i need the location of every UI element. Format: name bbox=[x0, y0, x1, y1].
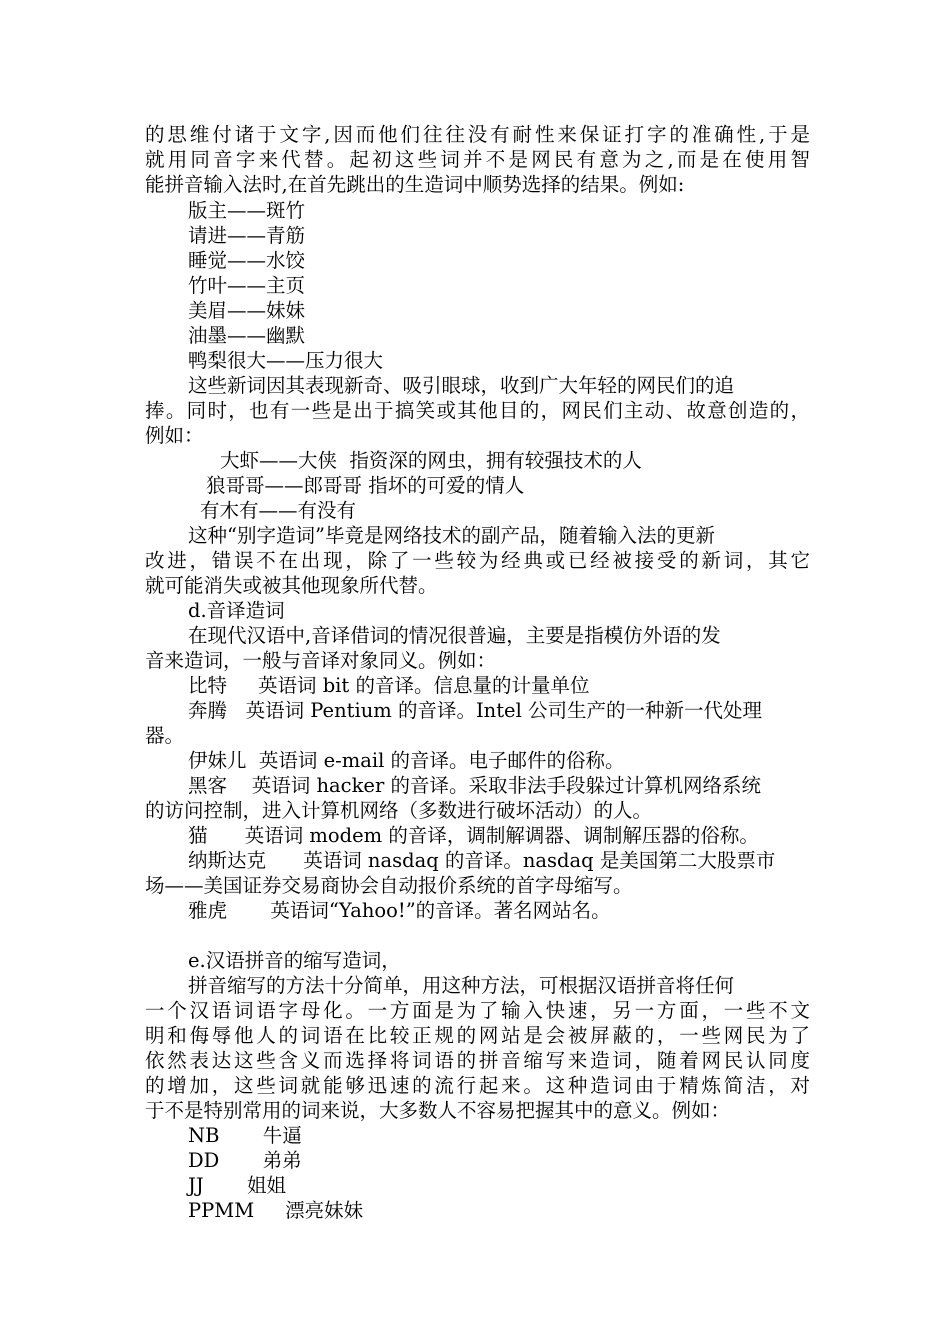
example-line: DD 弟弟 bbox=[188, 1149, 302, 1172]
paragraph-line: 依然表达这些含义而选择将词语的拼音缩写来造词，随着网民认同度 bbox=[145, 1049, 810, 1072]
paragraph-line: 在现代汉语中,音译借词的情况很普遍，主要是指模仿外语的发 bbox=[188, 624, 721, 647]
paragraph-line: 明和侮辱他人的词语在比较正规的网站是会被屏蔽的，一些网民为了 bbox=[145, 1024, 810, 1047]
paragraph-line: 就用同音字来代替。起初这些词并不是网民有意为之,而是在使用智 bbox=[145, 148, 810, 171]
example-line: PPMM 漂亮妹妹 bbox=[188, 1199, 364, 1222]
example-line: 猫 英语词 modem 的音译，调制解调器、调制解压器的俗称。 bbox=[188, 824, 759, 847]
example-line: 的访问控制，进入计算机网络（多数进行破坏活动）的人。 bbox=[145, 799, 653, 822]
section-heading: d.音译造词 bbox=[188, 599, 285, 622]
paragraph-line: 就可能消失或被其他现象所代替。 bbox=[145, 574, 438, 597]
example-line: 奔腾 英语词 Pentium 的音译。Intel 公司生产的一种新一代处理 bbox=[188, 699, 763, 722]
paragraph-line: 的思维付诸于文字,因而他们往往没有耐性来保证打字的准确性,于是 bbox=[145, 123, 810, 146]
paragraph-line: 能拼音输入法时,在首先跳出的生造词中顺势选择的结果。例如: bbox=[145, 173, 685, 196]
example-line: 黑客 英语词 hacker 的音译。采取非法手段躲过计算机网络系统 bbox=[188, 774, 761, 797]
paragraph-line: 改进，错误不在出现，除了一些较为经典或已经被接受的新词，其它 bbox=[145, 549, 810, 572]
example-line: 场——美国证券交易商协会自动报价系统的首字母缩写。 bbox=[145, 874, 633, 897]
example-line: 器。 bbox=[145, 724, 185, 747]
paragraph-line: 音来造词，一般与音译对象同义。例如： bbox=[145, 649, 497, 672]
example-line: 雅虎 英语词“Yahoo!”的音译。著名网站名。 bbox=[188, 899, 611, 922]
example-line: 油墨——幽默 bbox=[188, 324, 306, 347]
paragraph-line: 这种“别字造词”毕竟是网络技术的副产品，随着输入法的更新 bbox=[188, 524, 715, 547]
example-line: 狼哥哥——郎哥哥 指坏的可爱的情人 bbox=[206, 474, 525, 497]
example-line: 大虾——大侠 指资深的网虫，拥有较强技术的人 bbox=[220, 449, 642, 472]
example-line: 鸭梨很大——压力很大 bbox=[188, 349, 384, 372]
paragraph-line: 一个汉语词语字母化。一方面是为了输入快速，另一方面，一些不文 bbox=[145, 999, 810, 1022]
example-line: JJ 姐姐 bbox=[188, 1174, 287, 1197]
example-line: 竹叶——主页 bbox=[188, 274, 306, 297]
example-line: 美眉——妹妹 bbox=[188, 299, 306, 322]
example-line: 比特 英语词 bit 的音译。信息量的计量单位 bbox=[188, 674, 590, 697]
paragraph-line: 于不是特别常用的词来说，大多数人不容易把握其中的意义。例如： bbox=[145, 1099, 731, 1122]
example-line: 版主——斑竹 bbox=[188, 199, 306, 222]
paragraph-line: 这些新词因其表现新奇、吸引眼球，收到广大年轻的网民们的追 bbox=[188, 374, 735, 397]
example-line: 睡觉——水饺 bbox=[188, 249, 306, 272]
example-line: 有木有——有没有 bbox=[200, 499, 357, 522]
paragraph-line: 拼音缩写的方法十分简单，用这种方法，可根据汉语拼音将任何 bbox=[188, 974, 735, 997]
example-line: 请进——青筋 bbox=[188, 224, 306, 247]
example-line: 伊妹儿 英语词 e-mail 的音译。电子邮件的俗称。 bbox=[188, 749, 625, 772]
example-line: 纳斯达克 英语词 nasdaq 的音译。nasdaq 是美国第二大股票市 bbox=[188, 849, 776, 872]
example-line: NB 牛逼 bbox=[188, 1124, 302, 1147]
section-heading: e.汉语拼音的缩写造词， bbox=[188, 949, 401, 972]
paragraph-line: 的增加，这些词就能够迅速的流行起来。这种造词由于精炼简洁，对 bbox=[145, 1074, 810, 1097]
paragraph-line: 例如： bbox=[145, 424, 204, 447]
paragraph-line: 捧。同时，也有一些是出于搞笑或其他目的，网民们主动、故意创造的， bbox=[145, 399, 810, 422]
